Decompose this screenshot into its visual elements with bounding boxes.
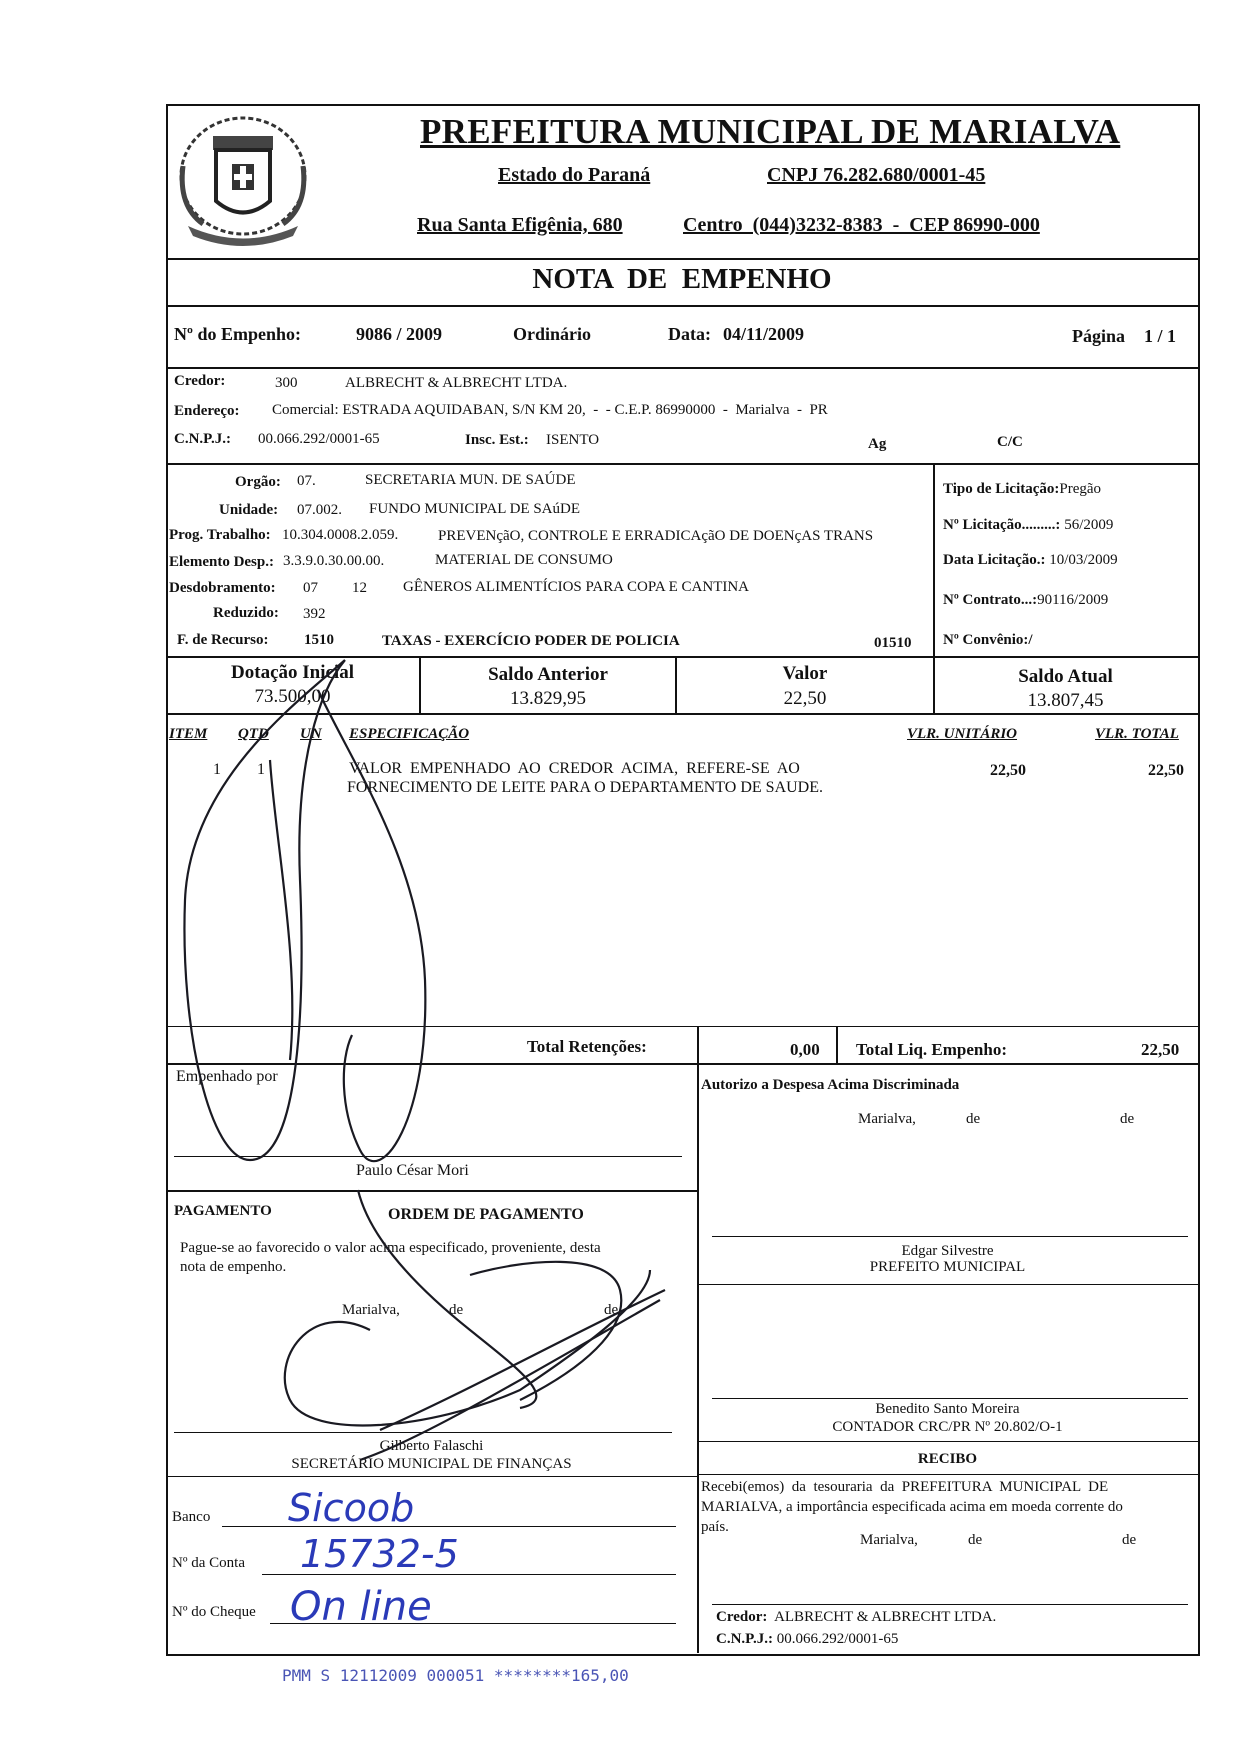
orgao-code: 07. <box>297 473 316 489</box>
address-contact: Centro (044)3232-8383 - CEP 86990-000 <box>683 214 1040 236</box>
recibo-de2: de <box>1122 1532 1137 1548</box>
empenho-date-label: Data: <box>668 324 711 344</box>
row-total: 22,50 <box>1148 762 1184 779</box>
banco-handwritten: Sicoob <box>288 1486 415 1530</box>
ie-value: ISENTO <box>546 432 600 448</box>
secretario-title: SECRETÁRIO MUNICIPAL DE FINANÇAS <box>291 1456 572 1472</box>
recurso-label: F. de Recurso: <box>177 632 269 648</box>
conta-label: Nº da Conta <box>172 1555 245 1571</box>
desdobramento-label: Desdobramento: <box>169 580 276 596</box>
right-date-de2: de <box>1120 1111 1135 1127</box>
recibo-cnpj-label: C.N.P.J.: <box>716 1631 773 1647</box>
street-address: Rua Santa Efigênia, 680 <box>417 214 623 236</box>
prog-trabalho-label: Prog. Trabalho: <box>169 527 271 543</box>
banco-label: Banco <box>172 1509 211 1525</box>
recurso-extra: 01510 <box>874 635 912 651</box>
retencoes-value: 0,00 <box>790 1040 820 1059</box>
contrato-label: Nº Contrato...: <box>943 592 1038 608</box>
credor-cnpj-label: C.N.P.J.: <box>174 431 231 447</box>
desdobramento-b: 12 <box>352 580 367 596</box>
prog-trabalho-code: 10.304.0008.2.059. <box>282 527 399 543</box>
empenho-date: 04/11/2009 <box>723 324 805 344</box>
credor-name: ALBRECHT & ALBRECHT LTDA. <box>345 375 568 391</box>
left-date-de2: de <box>604 1302 619 1318</box>
licitacao-data-value: 10/03/2009 <box>1049 552 1118 568</box>
empenhado-por-label: Empenhado por <box>176 1068 278 1085</box>
desdobramento-a: 07 <box>303 580 318 596</box>
agency-label: Ag <box>868 436 887 452</box>
state-name: Estado do Paraná <box>498 164 651 186</box>
left-date-place: Marialva, <box>342 1302 400 1318</box>
licitacao-tipo-label: Tipo de Licitação: <box>943 481 1060 497</box>
recurso-name: TAXAS - EXERCÍCIO PODER DE POLICIA <box>382 633 680 649</box>
desdobramento-name: GÊNEROS ALIMENTÍCIOS PARA COPA E CANTINA <box>403 579 750 595</box>
saldo-atual-label: Saldo Atual <box>1018 666 1113 687</box>
cheque-handwritten: On line <box>290 1584 432 1630</box>
left-date-de1: de <box>449 1302 464 1318</box>
empenhado-name: Paulo César Mori <box>356 1162 469 1179</box>
empenho-number: 9086 / 2009 <box>356 324 443 344</box>
saldo-anterior-label: Saldo Anterior <box>488 664 608 685</box>
prefeito-title: PREFEITO MUNICIPAL <box>869 1259 1026 1275</box>
orgao-label: Orgão: <box>235 474 281 490</box>
page-label: Página <box>1072 326 1126 346</box>
prog-trabalho-name: PREVENçãO, CONTROLE E ERRADICAçãO DE DOENçAS TRANS <box>438 528 874 544</box>
col-spec-header: ESPECIFICAÇÃO <box>349 726 470 742</box>
credor-address: Comercial: ESTRADA AQUIDABAN, S/N KM 20, - - C.E.P. 86990000 - Marialva - PR <box>272 402 828 418</box>
right-date-de1: de <box>966 1111 981 1127</box>
saldo-anterior-value: 13.829,95 <box>510 688 586 709</box>
unidade-name: FUNDO MUNICIPAL DE SAúDE <box>369 501 580 517</box>
valor-label: Valor <box>782 663 828 684</box>
dotacao-label: Dotação Inicial <box>231 662 354 683</box>
convenio-label: Nº Convênio:/ <box>943 632 1033 648</box>
credor-cnpj: 00.066.292/0001-65 <box>258 431 380 447</box>
pague-line2: nota de empenho. <box>180 1259 287 1275</box>
account-label: C/C <box>997 434 1023 450</box>
unidade-label: Unidade: <box>219 502 279 518</box>
elemento-code: 3.3.9.0.30.00.00. <box>283 553 385 569</box>
municipality-cnpj: CNPJ 76.282.680/0001-45 <box>767 164 986 186</box>
recibo-line3: país. <box>701 1519 729 1535</box>
row-spec-line2: FORNECIMENTO DE LEITE PARA O DEPARTAMENTO DE SAUDE. <box>347 779 824 796</box>
licitacao-numero-label: Nº Licitação.........: <box>943 517 1061 533</box>
contador-name: Benedito Santo Moreira <box>875 1401 1020 1417</box>
col-item-header: ITEM <box>169 726 208 742</box>
recibo-cnpj-value: 00.066.292/0001-65 <box>776 1631 899 1647</box>
recibo-credor-label: Credor: <box>716 1609 768 1625</box>
recibo-line2: MARIALVA, a importância especificada acima em moeda corrente do <box>701 1499 1123 1515</box>
col-qtd-header: QTD <box>238 726 269 742</box>
retencoes-label: Total Retenções: <box>527 1037 647 1056</box>
recibo-line1: Recebi(emos) da tesouraria da PREFEITURA MUNICIPAL DE <box>701 1479 1109 1495</box>
licitacao-tipo-value: Pregão <box>1059 481 1102 497</box>
document-title: NOTA DE EMPENHO <box>532 263 832 295</box>
orgao-name: SECRETARIA MUN. DE SAÚDE <box>365 472 576 488</box>
row-unit: 22,50 <box>990 762 1026 779</box>
pague-line1: Pague-se ao favorecido o valor acima especificado, proveniente, desta <box>180 1240 601 1256</box>
unidade-code: 07.002. <box>297 502 342 518</box>
reduzido-label: Reduzido: <box>213 605 279 621</box>
credor-code: 300 <box>275 375 298 391</box>
autorizo-label: Autorizo a Despesa Acima Discriminada <box>701 1077 960 1093</box>
contador-title: CONTADOR CRC/PR Nº 20.802/O-1 <box>832 1419 1063 1435</box>
pagamento-label: PAGAMENTO <box>174 1203 272 1219</box>
recurso-code: 1510 <box>304 632 334 648</box>
recibo-place: Marialva, <box>860 1532 918 1548</box>
liquido-value: 22,50 <box>1141 1040 1180 1059</box>
endereco-label: Endereço: <box>174 403 240 419</box>
right-date-place: Marialva, <box>858 1111 916 1127</box>
empenho-number-label: Nº do Empenho: <box>174 324 301 344</box>
valor-value: 22,50 <box>783 688 827 709</box>
secretario-name: Gilberto Falaschi <box>379 1438 484 1454</box>
municipality-title: PREFEITURA MUNICIPAL DE MARIALVA <box>420 112 1121 151</box>
empenho-type: Ordinário <box>513 324 592 344</box>
recibo-title: RECIBO <box>917 1451 978 1467</box>
licitacao-data-label: Data Licitação.: <box>943 552 1046 568</box>
contrato-value: 90116/2009 <box>1037 592 1109 608</box>
conta-handwritten: 15732-5 <box>300 1532 459 1576</box>
bank-stamp: PMM S 12112009 000051 ********165,00 <box>282 1666 629 1685</box>
elemento-name: MATERIAL DE CONSUMO <box>435 552 613 568</box>
ie-label: Insc. Est.: <box>465 432 529 448</box>
row-qtd: 1 <box>257 761 265 778</box>
credor-label: Credor: <box>174 373 226 389</box>
page-number: 1 / 1 <box>1144 326 1177 346</box>
col-total-header: VLR. TOTAL <box>1095 726 1179 742</box>
prefeito-name: Edgar Silvestre <box>901 1243 994 1259</box>
saldo-atual-value: 13.807,45 <box>1027 690 1104 711</box>
recibo-de1: de <box>968 1532 983 1548</box>
row-spec-line1: VALOR EMPENHADO AO CREDOR ACIMA, REFERE-SE AO <box>349 760 800 777</box>
licitacao-numero-value: 56/2009 <box>1064 517 1114 533</box>
liquido-label: Total Liq. Empenho: <box>856 1040 1007 1059</box>
recibo-credor-name: ALBRECHT & ALBRECHT LTDA. <box>774 1609 997 1625</box>
elemento-label: Elemento Desp.: <box>169 554 274 570</box>
ordem-pagamento-label: ORDEM DE PAGAMENTO <box>388 1206 584 1223</box>
dotacao-value: 73.500,00 <box>254 686 331 707</box>
row-item: 1 <box>213 761 221 778</box>
reduzido-value: 392 <box>303 606 326 622</box>
col-un-header: UN <box>300 726 322 742</box>
cheque-label: Nº do Cheque <box>172 1604 256 1620</box>
col-unit-header: VLR. UNITÁRIO <box>907 726 1018 742</box>
